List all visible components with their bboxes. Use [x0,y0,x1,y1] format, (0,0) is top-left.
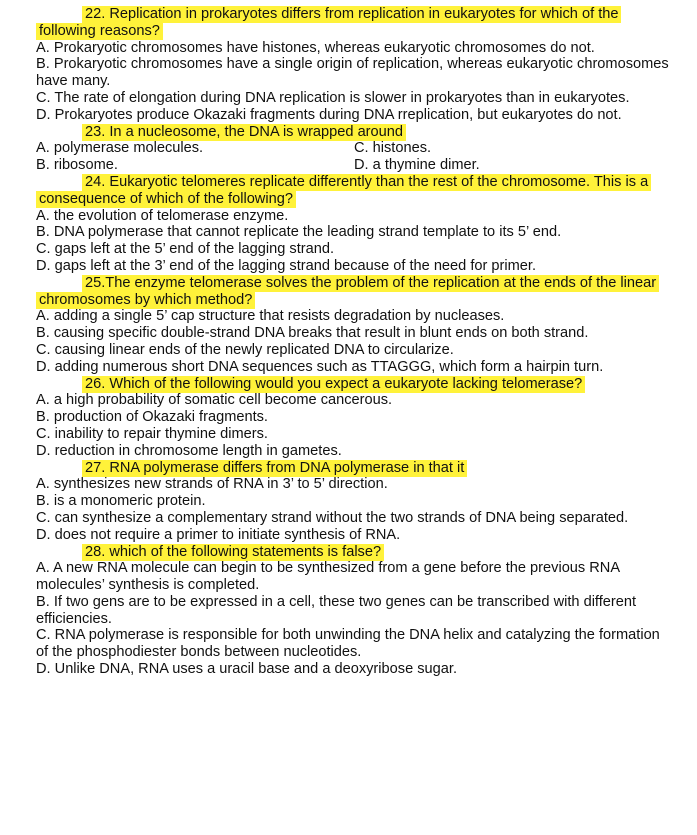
option-b: B. production of Okazaki fragments. [36,409,268,426]
option-b: B. Prokaryotic chromosomes have a single origin of replication, whereas eukaryotic chromosomes have many. [36,56,669,90]
option-c: C. inability to repair thymine dimers. [36,425,268,442]
question-highlight: 27. RNA polymerase differs from DNA polymerase in that it [82,460,467,477]
option-c: C. can synthesize a complementary strand without the two strands of DNA being separated. [36,509,629,526]
question-text [36,460,671,477]
option-a: A. synthesizes new strands of RNA in 3’ to 5’ direction. [36,476,388,493]
question-highlight: 24. Eukaryotic telomeres replicate differently than the rest of the chromosome. This is a consequence of which of the following? [36,174,651,208]
question-25 [36,275,671,376]
option-c: C. histones. [354,140,432,157]
option-b: B. is a monomeric protein. [36,493,206,510]
option-a: A. the evolution of telomerase enzyme. [36,207,289,224]
question-24 [36,174,671,275]
question-23 [36,124,671,174]
option-b: B. If two gens are to be expressed in a cell, these two genes can be transcribed with different efficiencies. [36,593,637,627]
question-text [36,376,671,393]
option-d: D. a thymine dimer. [354,157,480,174]
question-27 [36,460,671,544]
option-d: D. does not require a primer to initiate synthesis of RNA. [36,526,401,543]
option-c: C. gaps left at the 5’ end of the lagging strand. [36,241,335,258]
question-28 [36,544,671,678]
option-d: D. Unlike DNA, RNA uses a uracil base and a deoxyribose sugar. [36,661,457,678]
option-c: C. RNA polymerase is responsible for both unwinding the DNA helix and catalyzing the formation of the phosphodiester bonds between nucleotides. [36,627,660,661]
option-b: B. causing specific double-strand DNA breaks that result in blunt ends on both strand. [36,325,589,342]
question-highlight: 23. In a nucleosome, the DNA is wrapped around [82,124,406,141]
option-a: A. polymerase molecules. [36,140,204,157]
question-highlight: 22. Replication in prokaryotes differs from replication in eukaryotes for which of the following reasons? [36,6,621,40]
question-text [36,174,671,208]
option-c: C. causing linear ends of the newly replicated DNA to circularize. [36,341,454,358]
option-a: A. a high probability of somatic cell become cancerous. [36,392,393,409]
question-highlight: 25.The enzyme telomerase solves the problem of the replication at the ends of the linear chromosomes by which method? [36,275,659,309]
question-26 [36,376,671,460]
option-a: A. Prokaryotic chromosomes have histones, whereas eukaryotic chromosomes do not. [36,39,595,56]
option-d: D. adding numerous short DNA sequences such as TTAGGG, which form a hairpin turn. [36,358,604,375]
option-b: B. DNA polymerase that cannot replicate the leading strand template to its 5’ end. [36,224,562,241]
option-d: D. Prokaryotes produce Okazaki fragments during DNA rreplication, but eukaryotes do not. [36,106,622,123]
question-22 [36,6,671,124]
question-text [36,6,671,40]
option-c: C. The rate of elongation during DNA replication is slower in prokaryotes than in eukaryotes. [36,89,630,106]
question-highlight: 26. Which of the following would you expect a eukaryote lacking telomerase? [82,376,585,393]
option-a: A. A new RNA molecule can begin to be synthesized from a gene before the previous RNA molecules’ synthesis is completed. [36,560,620,594]
question-highlight: 28. which of the following statements is false? [82,544,384,561]
option-a: A. adding a single 5’ cap structure that resists degradation by nucleases. [36,308,505,325]
question-text [36,544,671,561]
option-d: D. gaps left at the 3’ end of the lagging strand because of the need for primer. [36,257,537,274]
question-text [36,275,671,309]
option-grid [36,140,671,174]
option-d: D. reduction in chromosome length in gametes. [36,442,342,459]
option-b: B. ribosome. [36,157,118,174]
question-text [36,124,671,141]
